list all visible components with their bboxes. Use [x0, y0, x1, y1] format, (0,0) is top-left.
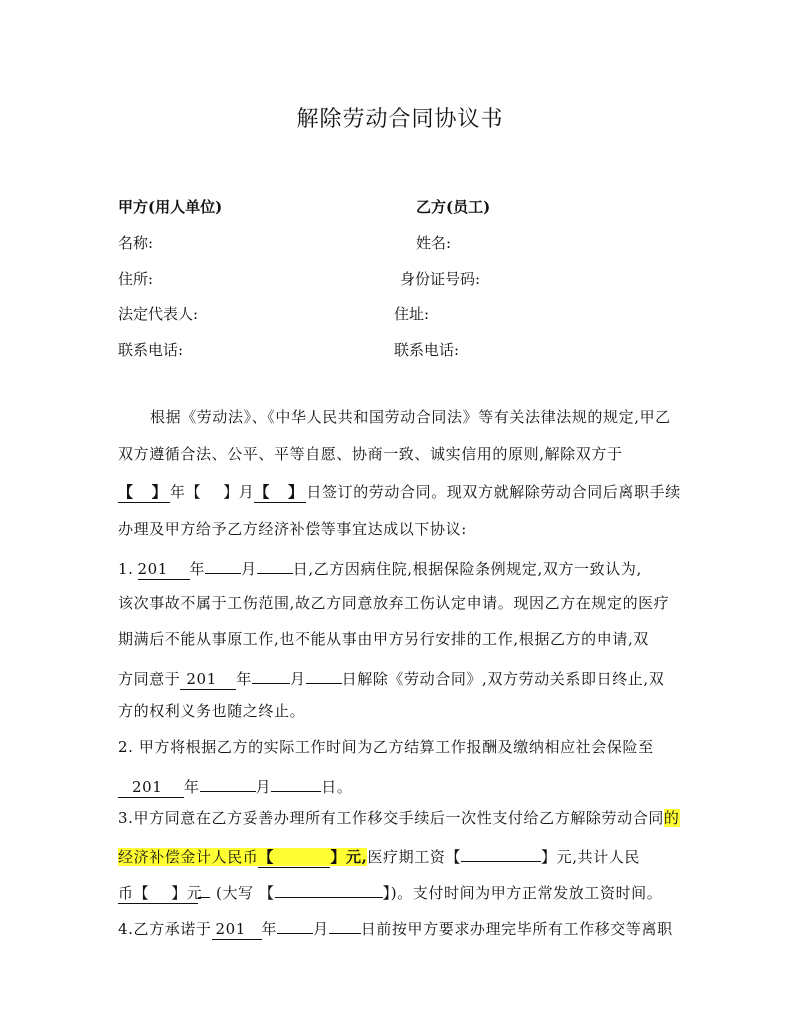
clause-3-line-2: 经济补偿金计人民币【 】元,医疗期工资【 】元,共计人民	[118, 842, 640, 868]
c2-year-blank: 201	[118, 778, 184, 798]
c1-end-day-blank	[306, 664, 342, 684]
c4-day-blank	[329, 914, 361, 934]
clause-1-line-3: 期满后不能从事原工作,也不能从事由甲方另行安排的工作,根据乙方的申请,双	[118, 630, 649, 648]
compensation-amount-blank: 【	[258, 848, 330, 868]
c1-end-month-blank	[252, 664, 290, 684]
clause-3-line-1: 3.甲方同意在乙方妥善办理所有工作移交手续后一次性支付给乙方解除劳动合同的	[118, 809, 680, 827]
party-b-name-label: 姓名:	[416, 234, 452, 252]
contract-year-blank: 【 】	[118, 483, 170, 503]
c2-day-blank	[271, 772, 321, 792]
party-b-phone-label: 联系电话:	[394, 341, 460, 359]
clause-1-line-4: 方同意于 201 年 月 日解除《劳动合同》,双方劳动关系即日终止,双	[118, 664, 664, 690]
party-a-address-label: 住所:	[118, 270, 154, 288]
party-b-id-label: 身份证号码:	[400, 270, 481, 288]
intro-line-2: 双方遵循合法、公平、平等自愿、协商一致、诚实信用的原则,解除双方于	[118, 445, 623, 463]
party-b-heading: 乙方(员工)	[416, 198, 491, 216]
clause-1-line-5: 方的权利义务也随之终止。	[118, 702, 306, 720]
party-a-name-label: 名称:	[118, 234, 154, 252]
intro-line-4: 办理及甲方给予乙方经济补偿等事宜达成以下协议:	[118, 520, 467, 538]
total-amount-blank: 币【 】元	[118, 884, 203, 902]
c1-month-blank	[205, 554, 241, 574]
clause-3-line-3: 币【 】元 (大写 【 】)。支付时间为甲方正常发放工资时间。	[118, 878, 662, 904]
c4-month-blank	[277, 914, 313, 934]
intro-line-1: 根据《劳动法》、《中华人民共和国劳动合同法》等有关法律法规的规定,甲乙	[150, 408, 671, 426]
intro-line-3: 【 】 年【 】月【 】 日签订的劳动合同。现双方就解除劳动合同后离职手续	[118, 483, 681, 501]
clause-1-line-1: 1. 201 年 月 日,乙方因病住院,根据保险条例规定,双方一致认为,	[118, 554, 642, 580]
c1-year-blank: 201	[138, 560, 190, 580]
c4-year-blank: 201	[212, 920, 262, 940]
party-a-heading: 甲方(用人单位)	[118, 198, 223, 216]
contract-day-blank: 【 】	[254, 483, 306, 503]
party-b-address-label: 住址:	[394, 305, 430, 323]
clause-1-line-2: 该次事故不属于工伤范围,故乙方同意放弃工伤认定申请。现因乙方在规定的医疗	[118, 594, 670, 612]
amount-in-words-blank	[275, 878, 383, 898]
party-a-phone-label: 联系电话:	[118, 341, 184, 359]
party-a-rep-label: 法定代表人:	[118, 305, 199, 323]
document-title: 解除劳动合同协议书	[296, 107, 504, 132]
c2-month-blank	[200, 772, 256, 792]
medical-pay-blank	[461, 842, 541, 862]
c1-end-year-blank: 201	[180, 670, 236, 690]
clause-2-line-2: 201 年 月 日。	[118, 772, 352, 798]
clause-2-line-1: 2. 甲方将根据乙方的实际工作时间为乙方结算工作报酬及缴纳相应社会保险至	[118, 738, 654, 756]
clause-4-line-1: 4.乙方承诺于 201 年 月 日前按甲方要求办理完毕所有工作移交等离职	[118, 914, 673, 940]
compensation-highlight: 经济补偿金计人民币【 】元,	[118, 848, 368, 866]
c1-day-blank	[257, 554, 293, 574]
